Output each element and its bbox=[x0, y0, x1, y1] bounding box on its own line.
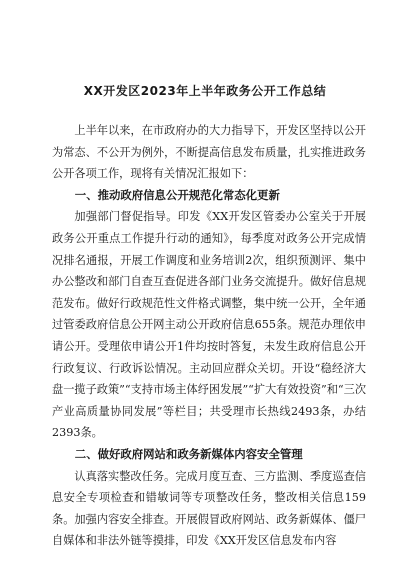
section1-paragraph: 加强部门督促指导。印发《XX开发区管委办公室关于开展政务公开重点工作提升行动的通知》，每季度对政务公开完成情况排名通报，开展工作调度和业务培训2次，组织预测评、集中办公整改和部门自查互查促进各部门业务交流提升。做好信息规范发布。做好行政规范性文件格式调整，集中统一公开，全年通过管委政府信息公开网主动公开政府信息655条。规范办理依申请公开。受理依申请公开1件均按时答复，未发生政府信息公开行政复议、行政诉讼情况。主动回应群众关切。开设“稳经济大盘一揽子政策”“支持市场主体纾困发展”“扩大有效投资”和“三次产业高质量协同发展”等栏目；共受理市长热线2493条，办结2393条。 bbox=[52, 210, 367, 440]
section2-heading: 二、做好政府网站和政务新媒体内容安全管理 bbox=[74, 446, 303, 461]
document-title: XX开发区2023年上半年政务公开工作总结 bbox=[83, 84, 327, 98]
document-body bbox=[52, 120, 366, 552]
section1-heading: 一、推动政府信息公开规范化常态化更新 bbox=[74, 187, 280, 202]
section2-paragraph: 认真落实整改任务。完成月度互查、三方监测、季度巡查信息安全专项检查和错敏词等专项整改任务，整改相关信息159条。加强内容安全排查。开展假冒政府网站、政务新媒体、僵尸自媒体和非法外链等摸排，印发《XX开发区信息发布内容 bbox=[52, 469, 366, 548]
intro-paragraph: 上半年以来，在市政府办的大力指导下，开发区坚持以公开为常态、不公开为例外，不断提高信息发布质量，扎实推进政务公开各项工作，现将有关情况汇报如下： bbox=[52, 124, 366, 181]
